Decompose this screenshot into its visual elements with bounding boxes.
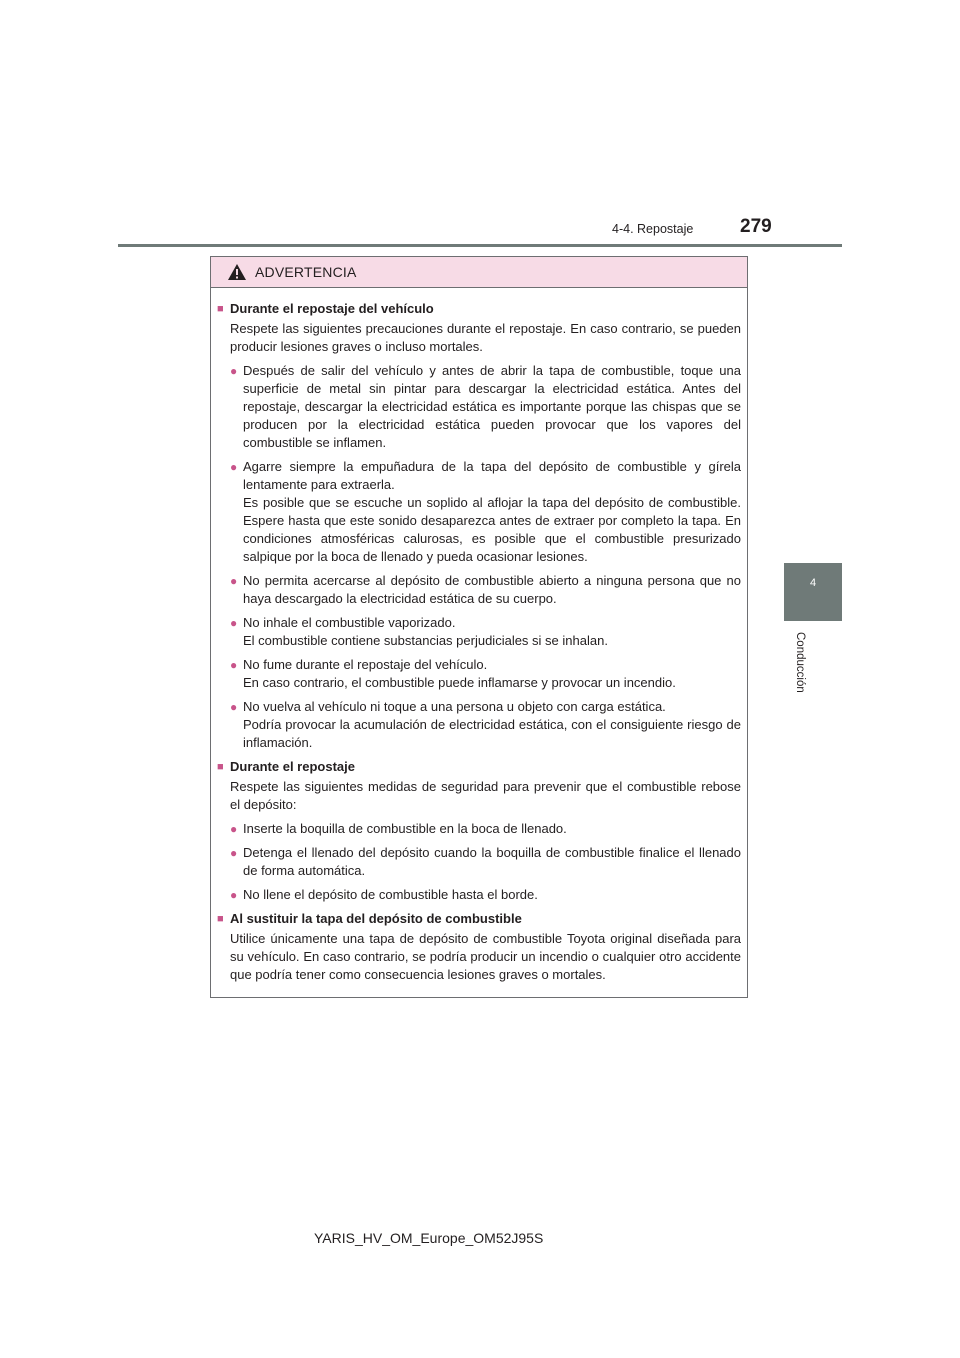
list-item [217, 656, 741, 692]
round-bullet-icon: ● [230, 460, 238, 474]
warning-title: ADVERTENCIA [255, 264, 357, 280]
chapter-tab: 4 [784, 563, 842, 621]
warning-section [217, 300, 741, 752]
warning-section [217, 758, 741, 904]
section-title [217, 758, 741, 776]
list-item [217, 698, 741, 752]
section-title [217, 300, 741, 318]
footer-doc-id: YARIS_HV_OM_Europe_OM52J95S [314, 1230, 544, 1246]
list-item-text: Agarre siempre la empuñadura de la tapa del depósito de combustible y gírela lentamente para extraerla. Es posible que se escuche un soplido al aflojar la tapa del depósito de combustible. Espere hasta que este sonido desaparezca antes de extraer por completo la tapa. En condiciones atmosféricas calurosas, es posible que el combustible presurizado salpique por la boca de llenado y pueda ocasionar lesiones. [243, 459, 741, 564]
round-bullet-icon: ● [230, 574, 238, 588]
section-title-text: Durante el repostaje del vehículo [230, 301, 434, 316]
section-paragraph: Utilice únicamente una tapa de depósito de combustible Toyota original diseñada para su vehículo. En caso contrario, se podría producir un incendio o cualquier otro accidente que podría tener como consecuencia lesiones graves o mortales. [230, 931, 741, 982]
square-bullet-icon: ■ [217, 761, 224, 773]
list-item-text: No inhale el combustible vaporizado. El combustible contiene substancias perjudiciales si se inhalan. [243, 615, 608, 648]
warning-section [217, 910, 741, 984]
section-title-text: Al sustituir la tapa del depósito de combustible [230, 911, 522, 926]
list-item-text: No vuelva al vehículo ni toque a una persona u objeto con carga estática. Podría provocar la acumulación de electricidad estática, con el consiguiente riesgo de inflamación. [243, 699, 741, 750]
section-title-text: Durante el repostaje [230, 759, 355, 774]
round-bullet-icon: ● [230, 846, 238, 860]
square-bullet-icon: ■ [217, 303, 224, 315]
list-item [217, 820, 741, 838]
list-item [217, 458, 741, 566]
warning-box [210, 256, 748, 998]
chapter-label: Conducción [794, 632, 806, 693]
list-item-text: Inserte la boquilla de combustible en la boca de llenado. [243, 821, 567, 836]
header-section-title: 4-4. Repostaje [612, 222, 694, 236]
round-bullet-icon: ● [230, 658, 238, 672]
section-title [217, 910, 741, 928]
list-item [217, 844, 741, 880]
warning-body [211, 288, 747, 984]
section-paragraph: Respete las siguientes medidas de seguridad para prevenir que el combustible rebose el depósito: [230, 779, 741, 812]
round-bullet-icon: ● [230, 364, 238, 378]
header-rule [118, 244, 842, 247]
round-bullet-icon: ● [230, 822, 238, 836]
page-number: 279 [740, 216, 772, 237]
list-item [217, 886, 741, 904]
list-item-text: No llene el depósito de combustible hasta el borde. [243, 887, 538, 902]
section-paragraph: Respete las siguientes precauciones durante el repostaje. En caso contrario, se pueden producir lesiones graves o incluso mortales. [230, 321, 741, 354]
list-item-text: No fume durante el repostaje del vehículo. En caso contrario, el combustible puede inflamarse y provocar un incendio. [243, 657, 676, 690]
list-item-text: No permita acercarse al depósito de combustible abierto a ninguna persona que no haya descargado la electricidad estática de su cuerpo. [243, 573, 741, 606]
list-item [217, 362, 741, 452]
round-bullet-icon: ● [230, 700, 238, 714]
list-item-text: Después de salir del vehículo y antes de abrir la tapa de combustible, toque una superficie de metal sin pintar para descargar la electricidad estática. Antes del repostaje, descargar la electricidad estática es importante porque las chispas que se producen por la electricidad estática pueden provocar que los vapores del combustible se inflamen. [243, 363, 741, 450]
list-item [217, 614, 741, 650]
list-item [217, 572, 741, 608]
round-bullet-icon: ● [230, 888, 238, 902]
warning-triangle-icon [227, 263, 247, 281]
square-bullet-icon: ■ [217, 913, 224, 925]
list-item-text: Detenga el llenado del depósito cuando la boquilla de combustible finalice el llenado de forma automática. [243, 845, 741, 878]
round-bullet-icon: ● [230, 616, 238, 630]
warning-header [211, 257, 747, 288]
